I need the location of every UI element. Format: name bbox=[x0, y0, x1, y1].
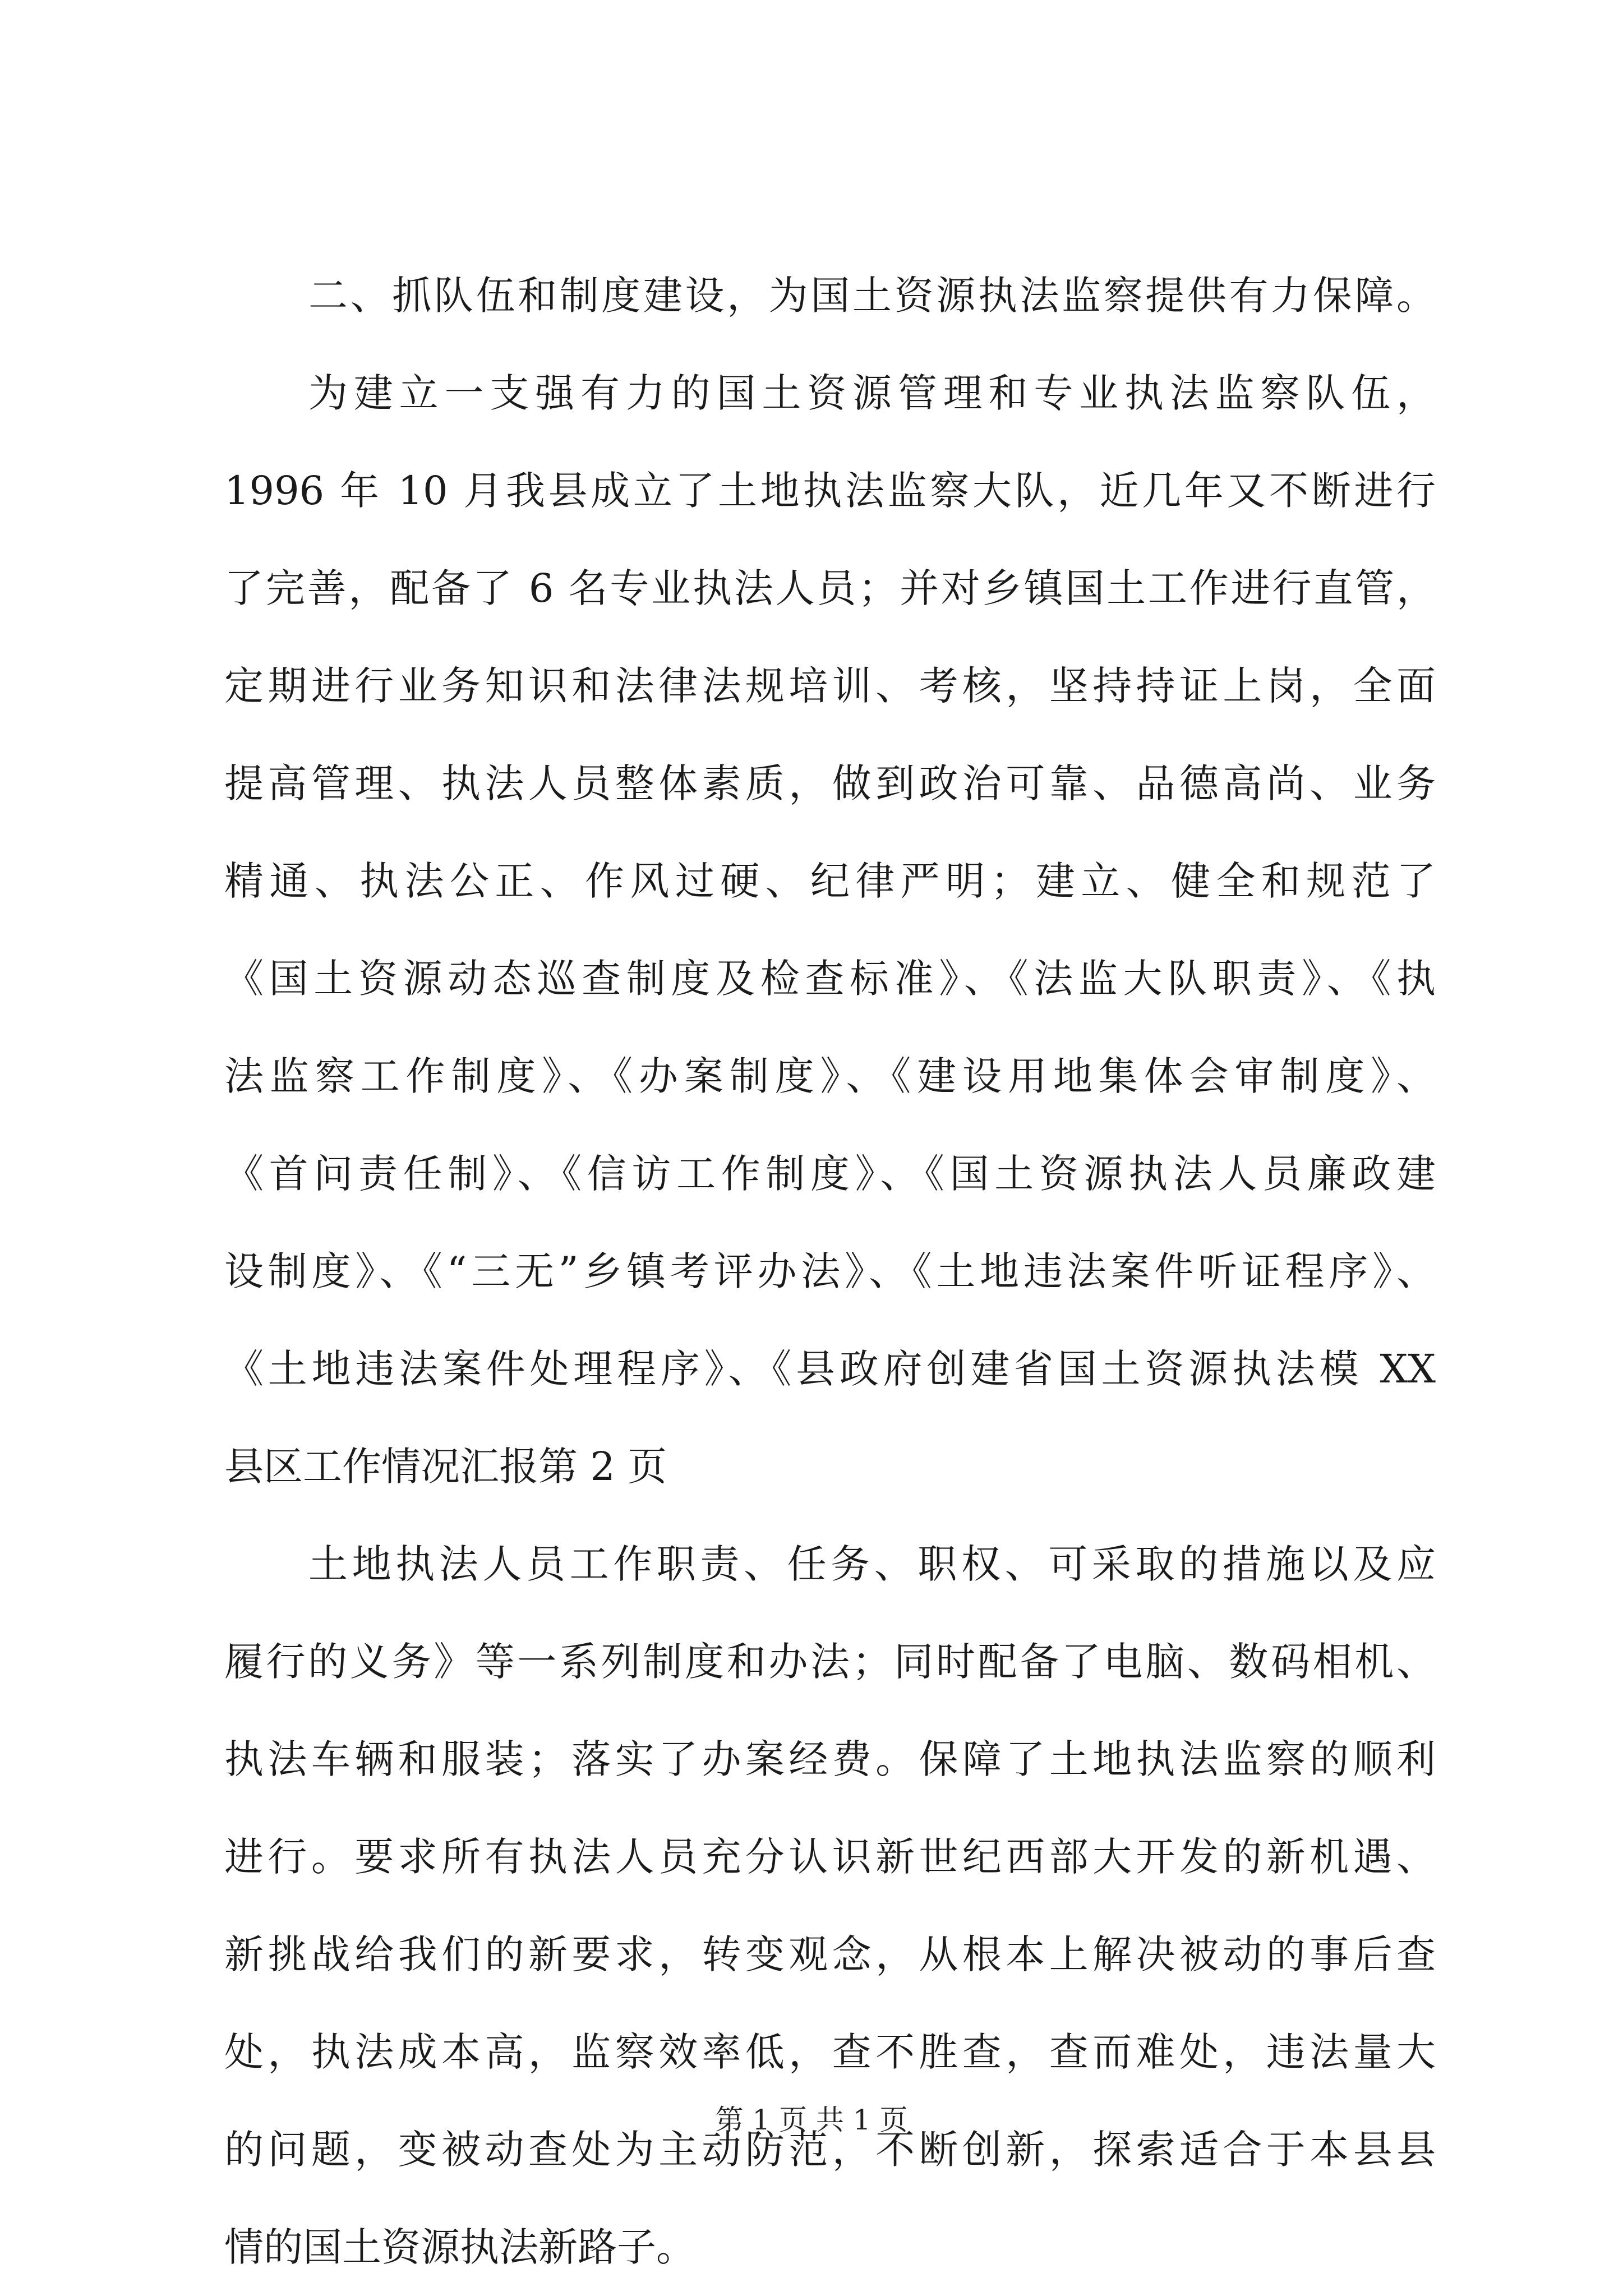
section-heading: 二、抓队伍和制度建设，为国土资源执法监察提供有力保障。 bbox=[308, 273, 1436, 319]
paragraph-line: 提高管理、执法人员整体素质，做到政治可靠、品德高尚、业务 bbox=[224, 760, 1436, 806]
paragraph-line: 法监察工作制度》、《办案制度》、《建设用地集体会审制度》、 bbox=[224, 1053, 1436, 1099]
document-body bbox=[224, 247, 1436, 2296]
paragraph-line: 履行的义务》等一系列制度和办法；同时配备了电脑、数码相机、 bbox=[224, 1639, 1436, 1685]
paragraph-line: 精通、执法公正、作风过硬、纪律严明；建立、健全和规范了 bbox=[224, 858, 1436, 904]
paragraph-line: 执法车辆和服装；落实了办案经费。保障了土地执法监察的顺利 bbox=[224, 1736, 1436, 1782]
paragraph-line: 县区工作情况汇报第 2 页 bbox=[224, 1444, 667, 1490]
paragraph-line: 定期进行业务知识和法律法规培训、考核，坚持持证上岗，全面 bbox=[224, 663, 1436, 709]
paragraph-line: 的问题，变被动查处为主动防范，不断创新，探索适合于本县县 bbox=[224, 2127, 1436, 2173]
page-footer: 第 1 页 共 1 页 bbox=[715, 2104, 908, 2136]
paragraph-line: 土地执法人员工作职责、任务、职权、可采取的措施以及应 bbox=[308, 1541, 1436, 1587]
paragraph-line: 了完善，配备了 6 名专业执法人员；并对乡镇国土工作进行直管， bbox=[224, 565, 1436, 611]
paragraph-line: 进行。要求所有执法人员充分认识新世纪西部大开发的新机遇、 bbox=[224, 1834, 1436, 1880]
paragraph-line: 《国土资源动态巡查制度及检查标准》、《法监大队职责》、《执 bbox=[224, 956, 1436, 1002]
paragraph-line: 情的国土资源执法新路子。 bbox=[224, 2224, 695, 2270]
paragraph-line: 为建立一支强有力的国土资源管理和专业执法监察队伍， bbox=[308, 370, 1436, 416]
paragraph-line: 设制度》、《“三无”乡镇考评办法》、《土地违法案件听证程序》、 bbox=[224, 1248, 1436, 1294]
paragraph-line: 《首问责任制》、《信访工作制度》、《国土资源执法人员廉政建 bbox=[224, 1151, 1436, 1197]
paragraph-line: 新挑战给我们的新要求，转变观念，从根本上解决被动的事后查 bbox=[224, 1931, 1436, 1977]
paragraph-line: 处，执法成本高，监察效率低，查不胜查，查而难处，违法量大 bbox=[224, 2029, 1436, 2075]
paragraph-line: 1996 年 10 月我县成立了土地执法监察大队，近几年又不断进行 bbox=[224, 468, 1436, 514]
paragraph-line: 《土地违法案件处理程序》、《县政府创建省国土资源执法模 XX bbox=[224, 1346, 1436, 1392]
